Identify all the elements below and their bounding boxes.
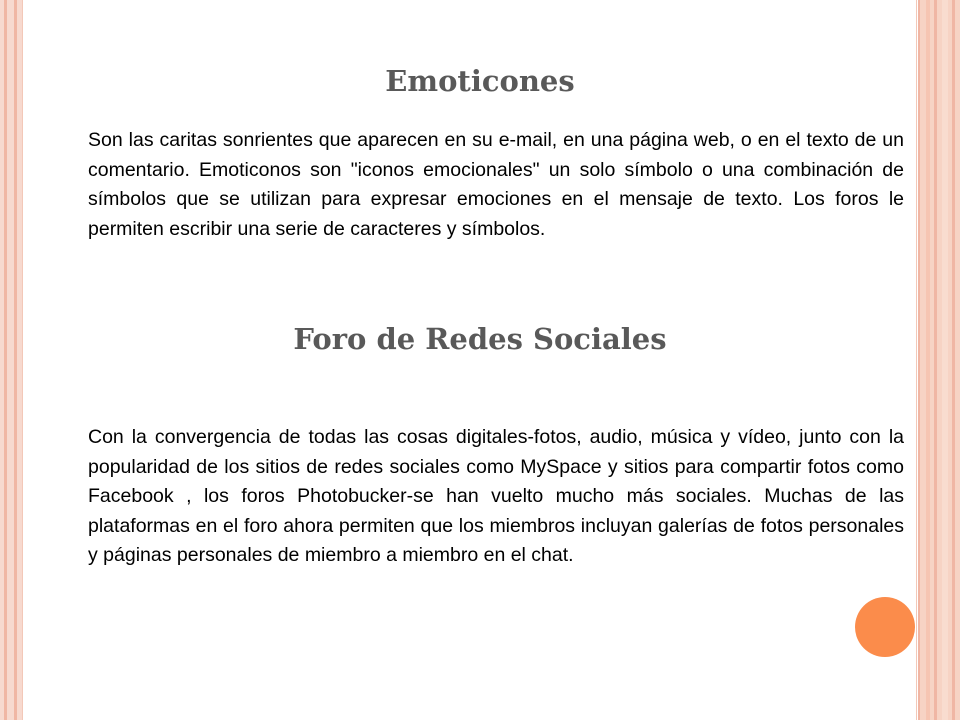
left-border-stripe — [14, 0, 17, 720]
right-border-stripe — [918, 0, 920, 720]
right-border-stripe — [934, 0, 937, 720]
orange-circle-decoration — [855, 597, 915, 657]
section-title-foro-redes-sociales: Foro de Redes Sociales — [293, 322, 667, 356]
paragraph-emoticones: Son las caritas sonrientes que aparecen en su e-mail, en una página web, o en el texto de un comentario. Emoticonos son "iconos emocionales" un solo símbolo o una combinación de símbolos que se utilizan para expresar emociones en el mensaje de texto. Los foros le permiten escribir una serie de caracteres y símbolos. — [88, 129, 904, 240]
left-inner-rule — [22, 0, 23, 720]
right-inner-rule — [916, 0, 917, 720]
right-border-stripe — [942, 0, 948, 720]
right-border-stripe — [952, 0, 955, 720]
section-title-emoticones: Emoticones — [385, 64, 575, 98]
left-decorative-border — [0, 0, 22, 720]
left-border-stripe — [4, 0, 7, 720]
right-border-stripe — [926, 0, 930, 720]
paragraph-foro-redes-sociales: Con la convergencia de todas las cosas digitales-fotos, audio, música y vídeo, junto con la popularidad de los sitios de redes sociales como MySpace y sitios para compartir fotos como Facebook , los foros Photobucker-se han vuelto mucho más sociales. Muchas de las plataformas en el foro ahora permiten que los miembros incluyan galerías de fotos personales y páginas personales de miembro a miembro en el chat. — [88, 426, 904, 566]
right-decorative-border — [918, 0, 960, 720]
